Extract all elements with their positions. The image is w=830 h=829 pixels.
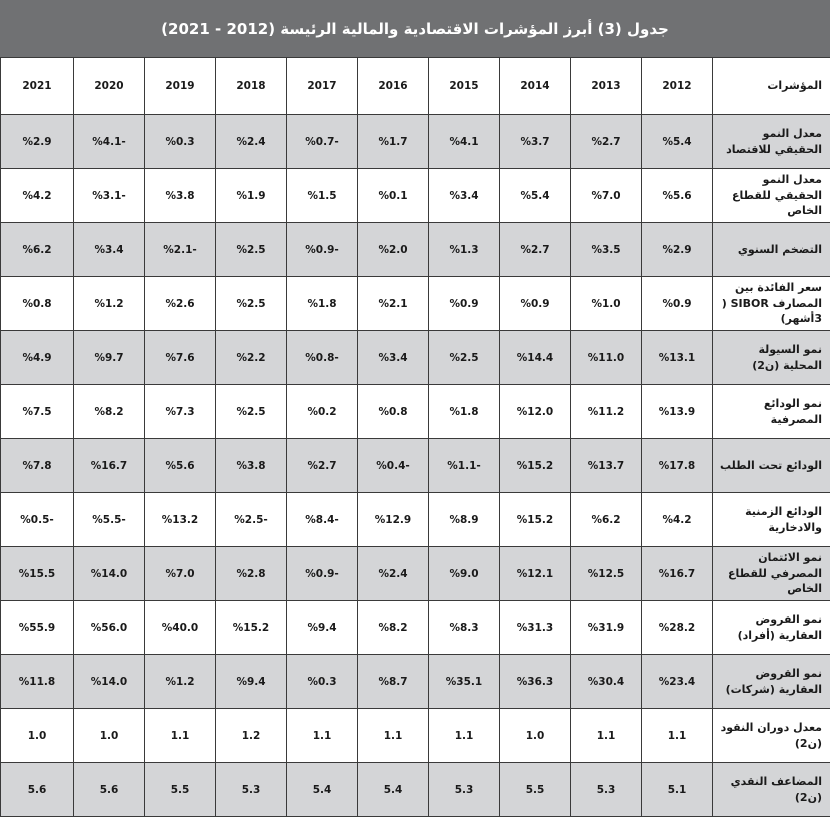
indicator-value: %17.8 — [642, 439, 713, 493]
indicator-value: %31.9 — [571, 601, 642, 655]
indicator-value: %2.8 — [216, 547, 287, 601]
indicator-value: %0.7- — [287, 115, 358, 169]
indicator-value: 1.1 — [571, 709, 642, 763]
indicator-value: %13.1 — [642, 331, 713, 385]
table-row — [1, 655, 830, 709]
indicator-value: %0.1 — [358, 169, 429, 223]
indicator-value: 5.5 — [145, 763, 216, 817]
indicator-value: 5.4 — [358, 763, 429, 817]
indicator-value: %8.7 — [358, 655, 429, 709]
table-row — [1, 709, 830, 763]
indicator-value: %14.4 — [500, 331, 571, 385]
indicator-value: %9.4 — [287, 601, 358, 655]
indicator-value: %2.9 — [642, 223, 713, 277]
indicator-value: %0.5- — [1, 493, 74, 547]
indicator-value: %1.0 — [571, 277, 642, 331]
indicator-value: %7.5 — [1, 385, 74, 439]
table-row — [1, 439, 830, 493]
indicator-value: %12.5 — [571, 547, 642, 601]
indicator-value: %1.1- — [429, 439, 500, 493]
indicator-label: معدل دوران النقود (ن2) — [713, 709, 830, 763]
indicator-value: %7.6 — [145, 331, 216, 385]
indicator-label: معدل النمو الحقيقي للقطاع الخاص — [713, 169, 830, 223]
header-year: 2014 — [500, 58, 571, 115]
indicator-value: 5.5 — [500, 763, 571, 817]
indicator-value: %9.0 — [429, 547, 500, 601]
header-row — [1, 58, 830, 115]
indicator-value: %3.1- — [74, 169, 145, 223]
indicator-value: 5.6 — [1, 763, 74, 817]
indicator-value: %7.3 — [145, 385, 216, 439]
table-row — [1, 493, 830, 547]
indicator-value: %1.2 — [145, 655, 216, 709]
indicator-value: %4.1 — [429, 115, 500, 169]
indicator-value: %56.0 — [74, 601, 145, 655]
indicator-value: %2.6 — [145, 277, 216, 331]
header-year: 2020 — [74, 58, 145, 115]
indicator-value: %12.0 — [500, 385, 571, 439]
indicator-value: %2.7 — [571, 115, 642, 169]
indicator-value: %14.0 — [74, 547, 145, 601]
indicator-value: %2.7 — [500, 223, 571, 277]
header-label: المؤشرات — [713, 58, 830, 115]
header-year: 2017 — [287, 58, 358, 115]
indicator-value: %0.3 — [145, 115, 216, 169]
indicator-value: %11.2 — [571, 385, 642, 439]
table-row — [1, 547, 830, 601]
indicator-value: %2.1- — [145, 223, 216, 277]
indicator-value: %2.1 — [358, 277, 429, 331]
table-row — [1, 601, 830, 655]
indicator-value: 5.1 — [642, 763, 713, 817]
indicator-value: 1.2 — [216, 709, 287, 763]
indicator-label: نمو الائتمان المصرفي للقطاع الخاص — [713, 547, 830, 601]
indicator-value: %11.8 — [1, 655, 74, 709]
indicator-value: %5.4 — [642, 115, 713, 169]
indicator-value: %13.2 — [145, 493, 216, 547]
indicator-value: %0.2 — [287, 385, 358, 439]
indicator-value: %2.5 — [216, 223, 287, 277]
indicator-value: %15.2 — [500, 493, 571, 547]
indicator-value: %0.8 — [1, 277, 74, 331]
indicator-value: %11.0 — [571, 331, 642, 385]
indicator-value: %0.9- — [287, 547, 358, 601]
indicator-value: %4.1- — [74, 115, 145, 169]
indicator-value: 5.3 — [429, 763, 500, 817]
indicator-value: %30.4 — [571, 655, 642, 709]
indicator-value: %4.9 — [1, 331, 74, 385]
indicator-value: %1.9 — [216, 169, 287, 223]
indicator-value: %5.6 — [145, 439, 216, 493]
indicator-label: سعر الفائدة بين المصارف SIBOR ( 3أشهر) — [713, 277, 830, 331]
table-title: جدول (3) أبرز المؤشرات الاقتصادية والمالية الرئيسة (2012 - 2021) — [0, 0, 830, 57]
indicator-value: %2.5 — [216, 385, 287, 439]
table-row — [1, 223, 830, 277]
indicator-label: نمو القروض العقارية (شركات) — [713, 655, 830, 709]
indicator-value: %8.9 — [429, 493, 500, 547]
indicator-value: %3.4 — [74, 223, 145, 277]
table-row — [1, 331, 830, 385]
indicator-value: %9.7 — [74, 331, 145, 385]
indicator-value: %2.4 — [216, 115, 287, 169]
indicator-value: %4.2 — [642, 493, 713, 547]
indicator-value: %5.5- — [74, 493, 145, 547]
indicator-value: %1.8 — [287, 277, 358, 331]
indicator-value: %14.0 — [74, 655, 145, 709]
indicator-value: 1.1 — [429, 709, 500, 763]
indicator-value: %5.6 — [642, 169, 713, 223]
indicator-value: %8.3 — [429, 601, 500, 655]
indicator-value: %1.8 — [429, 385, 500, 439]
indicator-value: %16.7 — [642, 547, 713, 601]
indicator-value: %3.4 — [429, 169, 500, 223]
indicator-value: %15.2 — [500, 439, 571, 493]
indicator-value: %3.8 — [216, 439, 287, 493]
indicator-value: %16.7 — [74, 439, 145, 493]
indicator-value: %0.8- — [287, 331, 358, 385]
header-year: 2018 — [216, 58, 287, 115]
indicator-value: %2.5- — [216, 493, 287, 547]
indicator-value: %9.4 — [216, 655, 287, 709]
indicator-value: 1.0 — [74, 709, 145, 763]
indicator-value: %8.2 — [74, 385, 145, 439]
indicator-value: 5.3 — [571, 763, 642, 817]
indicator-value: %3.4 — [358, 331, 429, 385]
indicator-label: نمو الودائع المصرفية — [713, 385, 830, 439]
indicator-value: 1.1 — [287, 709, 358, 763]
indicator-value: %5.4 — [500, 169, 571, 223]
indicator-value: %2.7 — [287, 439, 358, 493]
indicators-table — [0, 57, 830, 817]
indicator-value: 5.4 — [287, 763, 358, 817]
indicator-value: %3.5 — [571, 223, 642, 277]
indicator-value: 5.3 — [216, 763, 287, 817]
indicator-value: %40.0 — [145, 601, 216, 655]
header-year: 2016 — [358, 58, 429, 115]
indicator-value: %0.3 — [287, 655, 358, 709]
indicator-value: %55.9 — [1, 601, 74, 655]
indicator-label: الودائع الزمنية والادخارية — [713, 493, 830, 547]
indicator-value: 1.1 — [145, 709, 216, 763]
indicator-value: %1.3 — [429, 223, 500, 277]
indicator-value: %7.0 — [145, 547, 216, 601]
indicator-value: %35.1 — [429, 655, 500, 709]
header-year: 2021 — [1, 58, 74, 115]
indicator-value: %2.0 — [358, 223, 429, 277]
indicator-value: %8.2 — [358, 601, 429, 655]
indicator-value: %0.9 — [642, 277, 713, 331]
indicator-value: %7.8 — [1, 439, 74, 493]
indicator-value: %1.7 — [358, 115, 429, 169]
indicator-value: %12.1 — [500, 547, 571, 601]
header-year: 2013 — [571, 58, 642, 115]
indicator-value: %12.9 — [358, 493, 429, 547]
indicator-value: %2.9 — [1, 115, 74, 169]
indicator-value: %6.2 — [1, 223, 74, 277]
header-year: 2019 — [145, 58, 216, 115]
indicator-value: 1.0 — [1, 709, 74, 763]
indicator-value: %7.0 — [571, 169, 642, 223]
indicator-value: %0.9- — [287, 223, 358, 277]
indicator-value: %2.5 — [216, 277, 287, 331]
indicator-label: نمو السيولة المحلية (ن2) — [713, 331, 830, 385]
indicator-value: %8.4- — [287, 493, 358, 547]
indicator-value: %28.2 — [642, 601, 713, 655]
indicator-value: %2.2 — [216, 331, 287, 385]
header-year: 2012 — [642, 58, 713, 115]
indicator-value: %3.8 — [145, 169, 216, 223]
indicator-value: 1.1 — [358, 709, 429, 763]
table-row — [1, 115, 830, 169]
indicator-value: %1.5 — [287, 169, 358, 223]
indicator-label: نمو القروض العقارية (أفراد) — [713, 601, 830, 655]
table-row — [1, 763, 830, 817]
indicator-value: %1.2 — [74, 277, 145, 331]
indicator-value: %6.2 — [571, 493, 642, 547]
table-row — [1, 169, 830, 223]
indicator-value: 1.0 — [500, 709, 571, 763]
table-row — [1, 277, 830, 331]
indicator-value: %13.7 — [571, 439, 642, 493]
indicator-value: %31.3 — [500, 601, 571, 655]
indicator-value: %15.2 — [216, 601, 287, 655]
indicator-value: %0.9 — [429, 277, 500, 331]
indicator-value: %3.7 — [500, 115, 571, 169]
indicator-value: %15.5 — [1, 547, 74, 601]
indicator-value: 1.1 — [642, 709, 713, 763]
table-row — [1, 385, 830, 439]
indicator-label: الودائع تحت الطلب — [713, 439, 830, 493]
indicator-value: %23.4 — [642, 655, 713, 709]
indicator-value: %2.4 — [358, 547, 429, 601]
indicator-value: 5.6 — [74, 763, 145, 817]
table-body — [1, 115, 830, 817]
indicator-label: التضخم السنوي — [713, 223, 830, 277]
indicator-value: %13.9 — [642, 385, 713, 439]
indicator-value: %0.8 — [358, 385, 429, 439]
indicator-value: %2.5 — [429, 331, 500, 385]
indicator-value: %0.4- — [358, 439, 429, 493]
indicator-value: %4.2 — [1, 169, 74, 223]
indicator-value: %36.3 — [500, 655, 571, 709]
header-year: 2015 — [429, 58, 500, 115]
indicator-label: المضاعف النقدي (ن2) — [713, 763, 830, 817]
indicator-label: معدل النمو الحقيقي للاقتصاد — [713, 115, 830, 169]
indicator-value: %0.9 — [500, 277, 571, 331]
